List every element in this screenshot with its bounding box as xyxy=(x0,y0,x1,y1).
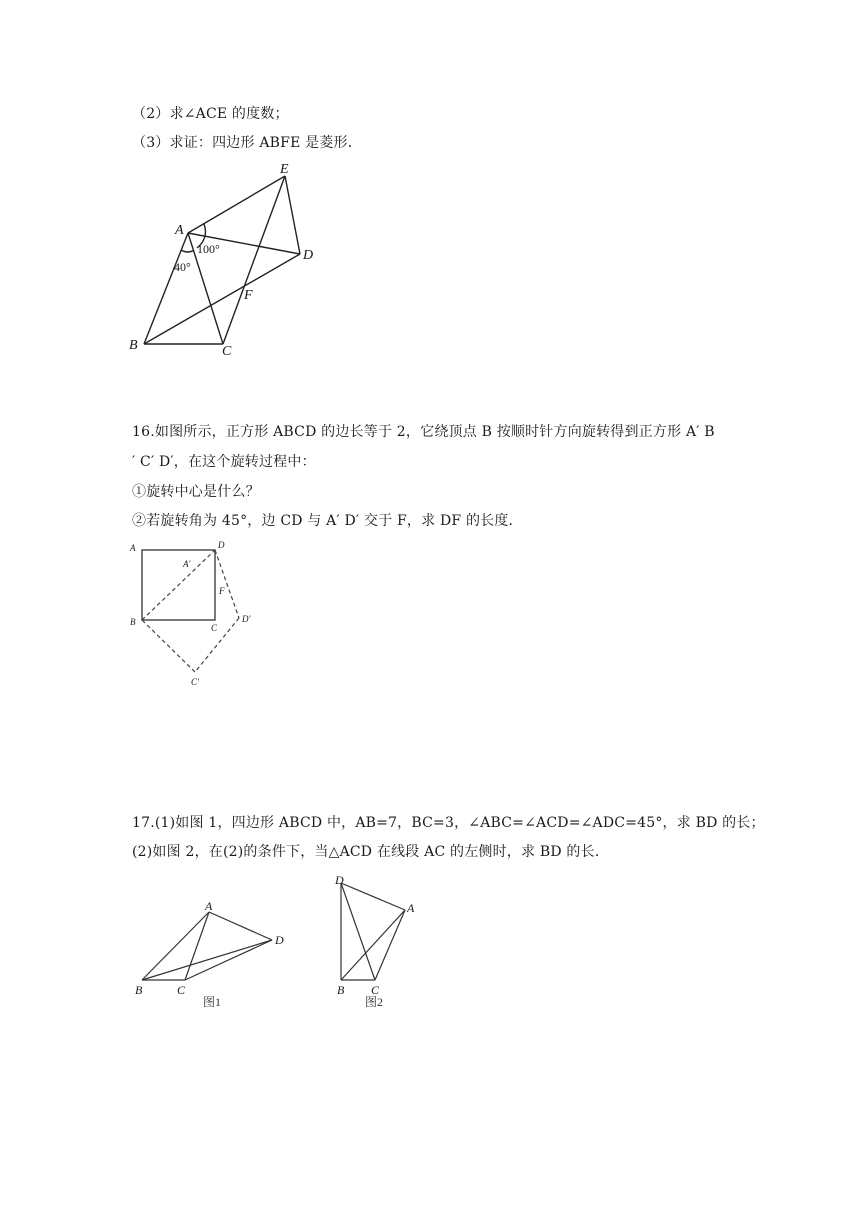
q16-item2: ②若旋转角为 45°，边 CD 与 A′ D′ 交于 F，求 DF 的长度． xyxy=(132,513,523,529)
q17-part2-text: (2)如图 2，在(2)的条件下，当△ACD 在线段 AC 的左侧时，求 BD 的长． xyxy=(132,844,610,860)
label-A: A xyxy=(130,543,136,553)
label-C: C xyxy=(222,344,232,359)
q15-figure xyxy=(125,158,325,358)
q17-figure-1 xyxy=(125,870,295,1020)
label-B: B xyxy=(129,338,138,353)
label-D-prime: D' xyxy=(242,614,251,624)
label-A: A xyxy=(407,901,415,915)
q17-part1-text: 17.(1)如图 1，四边形 ABCD 中，AB=7，BC=3，∠ABC=∠ACD=∠ADC=45°，求 BD 的长； xyxy=(132,815,765,831)
label-F: F xyxy=(244,288,253,303)
segment-EC xyxy=(223,176,285,344)
segment-ED xyxy=(285,176,300,254)
label-C: C xyxy=(177,983,186,997)
label-C: C xyxy=(211,623,218,633)
figure-caption-1: 图1 xyxy=(203,995,222,1009)
label-F: F xyxy=(219,586,225,596)
figure-caption-2: 图2 xyxy=(365,995,384,1009)
label-D: D xyxy=(218,540,225,550)
label-E: E xyxy=(280,162,289,177)
label-D: D xyxy=(275,933,284,947)
angle-40-label: 40° xyxy=(174,260,191,274)
label-B: B xyxy=(130,617,136,627)
angle-100-label: 100° xyxy=(197,242,220,256)
segment-AD xyxy=(209,912,272,940)
segment-AC xyxy=(375,910,405,980)
segment-AC xyxy=(185,912,209,980)
label-C-prime: C' xyxy=(191,677,199,687)
q15-part3-text: （3）求证：四边形 ABFE 是菱形． xyxy=(132,135,362,151)
label-D: D xyxy=(335,873,344,887)
segment-BD xyxy=(144,254,300,344)
segment-AE xyxy=(188,176,285,233)
q17-figure-2 xyxy=(325,870,435,1020)
segment-DC xyxy=(341,883,375,980)
segment-A1D1 xyxy=(215,550,239,618)
q16-figure xyxy=(125,538,265,688)
q16-stem-line1: 16.如图所示，正方形 ABCD 的边长等于 2，它绕顶点 B 按顺时针方向旋转得到正方形 A′ B xyxy=(132,424,715,440)
label-A-prime: A' xyxy=(183,559,191,569)
q15-part2-text: （2）求∠ACE 的度数； xyxy=(132,106,289,122)
q16-stem-line2: ′ C′ D′，在这个旋转过程中： xyxy=(132,454,316,470)
label-A: A xyxy=(205,899,213,913)
segment-CD xyxy=(185,940,272,980)
segment-BA xyxy=(341,910,405,980)
label-D: D xyxy=(303,248,314,263)
angle-arc-40 xyxy=(181,250,194,252)
label-B: B xyxy=(135,983,143,997)
label-B: B xyxy=(337,983,345,997)
segment-C1B xyxy=(142,620,195,672)
label-C: C xyxy=(371,983,380,997)
q16-item1: ①旋转中心是什么？ xyxy=(132,484,260,500)
label-A: A xyxy=(175,223,184,238)
segment-BA1 xyxy=(142,550,215,620)
segment-DA xyxy=(341,883,405,910)
